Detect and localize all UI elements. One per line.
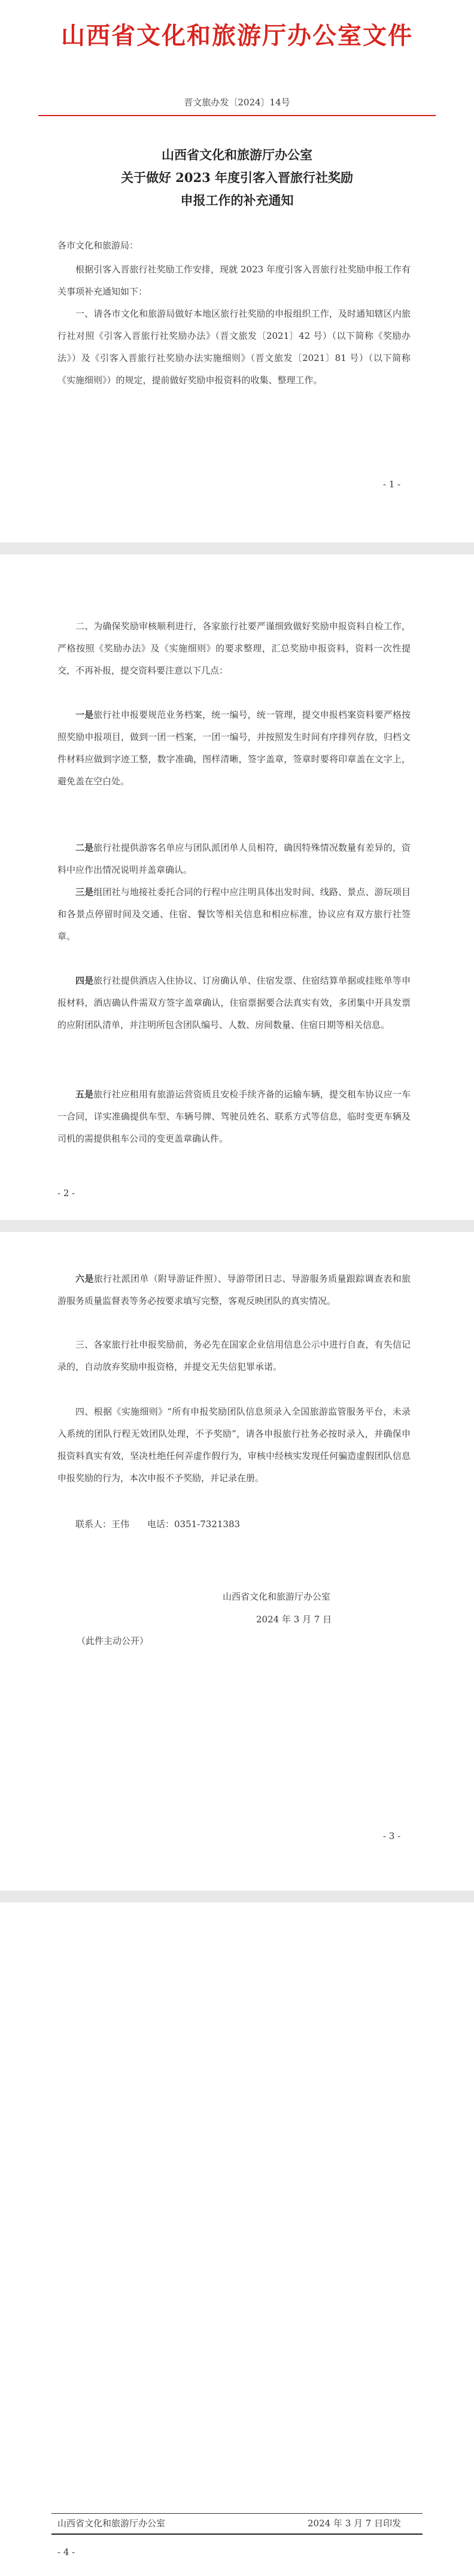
page-1 <box>0 0 474 542</box>
title-line-1: 山西省文化和旅游厅办公室 <box>162 147 312 162</box>
title-line-3: 申报工作的补充通知 <box>180 193 294 208</box>
sub-point-4-text: 旅行社提供酒店入住协议、订房确认单、住宿发票、住宿结算单据或挂账单等申报材料，酒店确认件需双方签字盖章确认，住宿票据要合法真实有效，多团集中开具发票的应附团队清单，并注明所包含团队编号、人数、房间数量、住宿日期等相关信息。 <box>57 975 411 1030</box>
item-3-paragraph: 三、各家旅行社申报奖励前，务必先在国家企业信用信息公示中进行自查，有失信记录的，自动放弃奖励申报资格，并提交无失信犯罪承诺。 <box>57 1339 411 1372</box>
sub-point-5 <box>57 1084 411 1150</box>
sub-point-6 <box>57 1268 411 1312</box>
sub-point-3-text: 组团社与地接社委托合同的行程中应注明具体出发时间、线路、景点、游玩项目和各景点停留时间及交通、住宿、餐饮等相关信息和相应标准，协议应有双方旅行社签章。 <box>57 887 411 942</box>
sub-point-2-lead: 二是 <box>75 842 94 853</box>
footer-top-rule <box>51 2513 423 2514</box>
sub-point-1 <box>57 704 411 793</box>
item-1-paragraph: 一、请各市文化和旅游局做好本地区旅行社奖励的申报组织工作，及时通知辖区内旅行社对照《引客入晋旅行社奖励办法》（晋文旅发〔2021〕42 号）（以下简称《奖励办法》）及《引客入晋旅行社奖励办法实施细则》（晋文旅发〔2021〕81 号）（以下简称《实施细则》）的规定，提前做好奖励申报资料的收集、整理工作。 <box>57 308 411 386</box>
signature-date: 2024 年 3 月 7 日 <box>256 1614 332 1625</box>
sub-point-2-text: 旅行社提供游客名单应与团队派团单人员相符，确因特殊情况数量有差异的，资料中应作出情况说明并盖章确认。 <box>57 842 411 875</box>
contact-line: 联系人：王伟 电话：0351-7321383 <box>75 1519 241 1530</box>
sub-point-5-text: 旅行社应租用有旅游运营资质且安检手续齐备的运输车辆，提交租车协议应一车一合同，详实准确提供车型、车辆号牌、驾驶员姓名、联系方式等信息，临时变更车辆及司机的需提供租车公司的变更盖章确认件。 <box>57 1089 411 1144</box>
page-number: - 4 - <box>57 2547 75 2557</box>
sub-point-3 <box>57 881 411 948</box>
item-4-paragraph: 四、根据《实施细则》“所有申报奖励团队信息须录入全国旅游监管服务平台，未录入系统的团队行程无效团队处理，不予奖励”，请各申报旅行社务必按时录入，并确保申报资料真实有效，坚决杜绝任何弄虚作假行为，审核中经核实发现任何骗造虚假团队信息申报奖励的行为，本次申报不予奖励，并记录在册。 <box>57 1406 411 1483</box>
sub-point-2 <box>57 837 411 881</box>
page-number: - 1 - <box>383 479 401 490</box>
page-4 <box>0 1903 474 2576</box>
item-2-paragraph: 二、为确保奖励审核顺利进行，各家旅行社要严谨细致做好奖励申报资料自检工作，严格按照《奖励办法》及《实施细则》的要求整理，汇总奖励申报资料，资料一次性提交，不再补报，提交资料要注意以下几点： <box>57 621 411 676</box>
footer-org: 山西省文化和旅游厅办公室 <box>57 2518 166 2529</box>
sub-point-4 <box>57 970 411 1036</box>
page-3 <box>0 1232 474 1891</box>
salutation: 各市文化和旅游局： <box>57 240 139 251</box>
sub-point-6-text: 旅行社派团单（附导游证件照）、导游带团日志、导游服务质量跟踪调查表和旅游服务质量监督表等务必按要求填写完整，客观反映团队的真实情况。 <box>57 1273 411 1306</box>
sub-point-6-lead: 六是 <box>75 1273 94 1284</box>
footer-bottom-rule <box>51 2533 423 2535</box>
intro-paragraph: 根据引客入晋旅行社奖励工作安排，现就 2023 年度引客入晋旅行社奖励申报工作有关事项补充通知如下： <box>57 264 411 297</box>
red-divider <box>38 115 436 116</box>
sub-point-1-text: 旅行社申报要规范业务档案，统一编号，统一管理，提交申报档案资料要严格按照奖励申报项目，做到一团一档案，一团一编号，并按照发生时间有序排列存放，归档文件材料应做到字迹工整，数字准确，图样清晰，签字盖章，签章时要将印章盖在文字上，避免盖在空白处。 <box>57 709 411 787</box>
issuer-title: 山西省文化和旅游厅办公室文件 <box>61 22 413 50</box>
sub-point-4-lead: 四是 <box>75 975 94 986</box>
page-number: - 3 - <box>383 1831 401 1841</box>
signature-org: 山西省文化和旅游厅办公室 <box>223 1591 331 1602</box>
public-disclosure: （此件主动公开） <box>77 1636 149 1646</box>
doc-number: 晋文旅办发〔2024〕14号 <box>184 97 290 108</box>
notice-title <box>0 144 474 212</box>
sub-point-5-lead: 五是 <box>75 1089 94 1100</box>
page-2 <box>0 554 474 1220</box>
page-number: - 2 - <box>57 1188 75 1199</box>
title-line-2: 关于做好 2023 年度引客入晋旅行社奖励 <box>120 170 354 185</box>
sub-point-1-lead: 一是 <box>75 709 94 720</box>
footer-print-date: 2024 年 3 月 7 日印发 <box>308 2518 402 2529</box>
sub-point-3-lead: 三是 <box>75 887 94 897</box>
